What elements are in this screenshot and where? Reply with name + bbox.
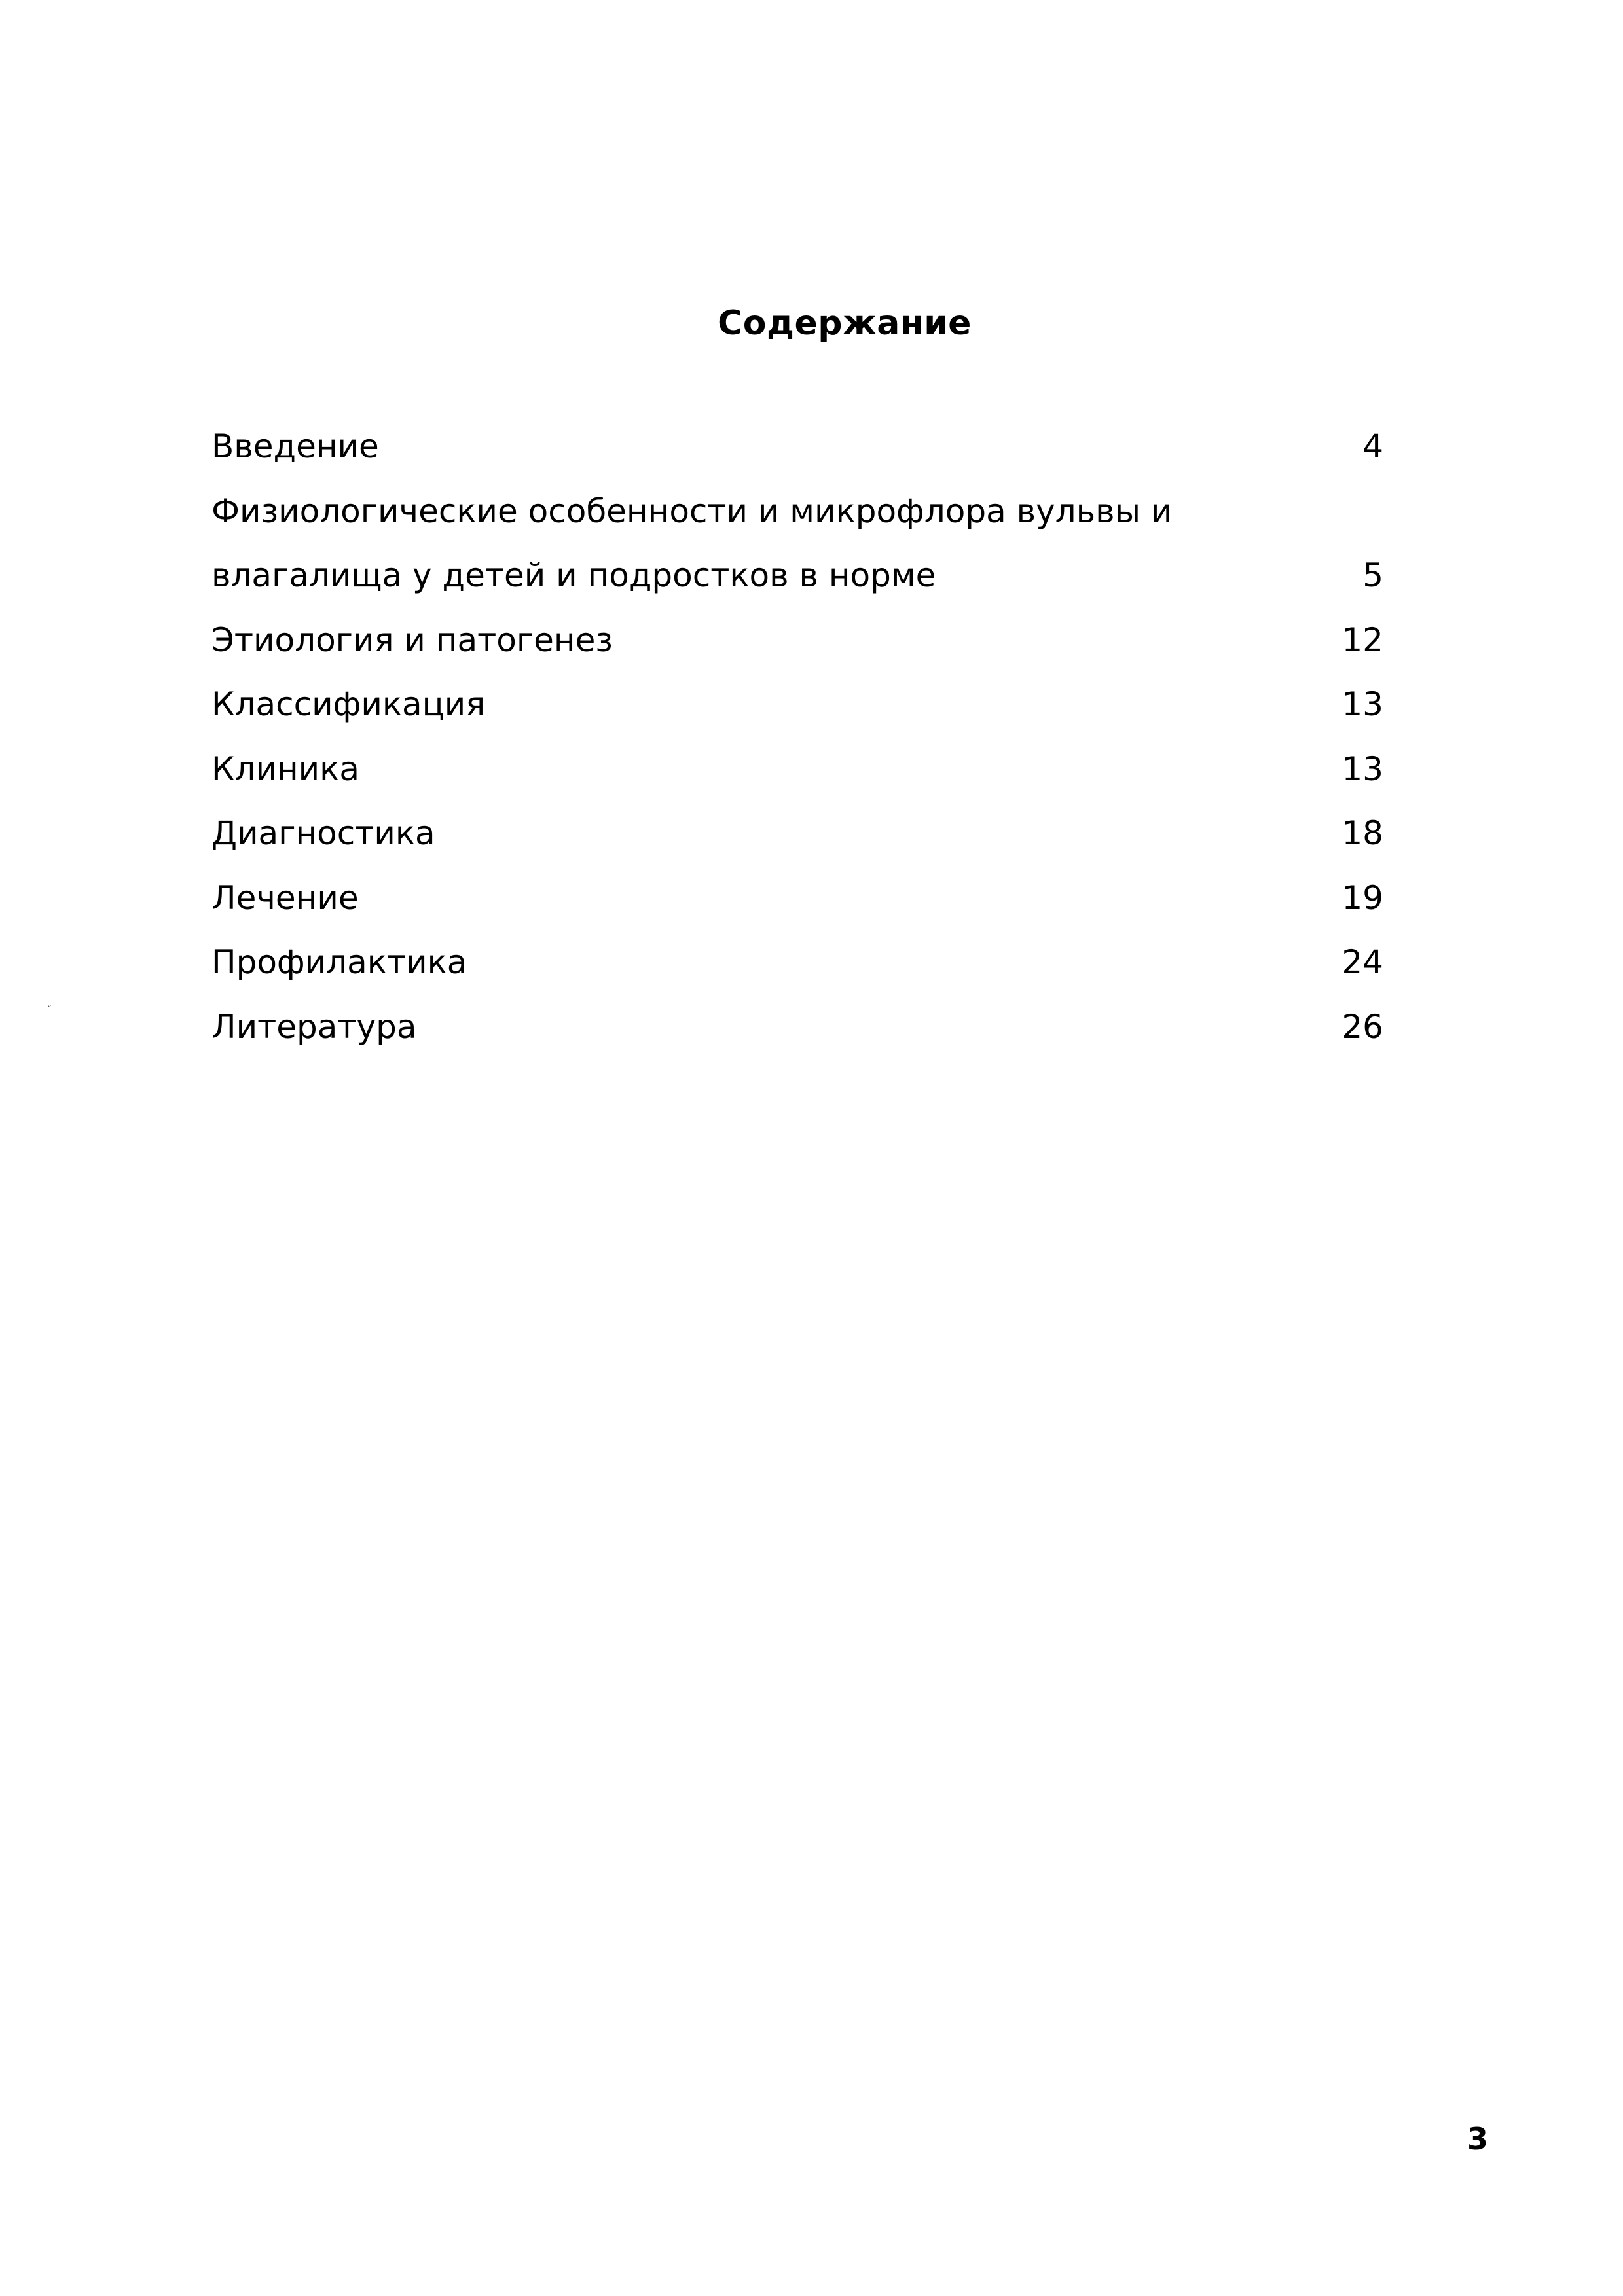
toc-entry-physiology-line-2 [211,554,1383,619]
toc-entry-page: 5 [1362,556,1383,594]
toc-entry-page: 26 [1341,1007,1383,1046]
toc-entry-label: Клиника [211,749,359,788]
toc-entry-label: Этиология и патогенез [211,620,613,659]
toc-entry-physiology-line-1 [211,490,1383,555]
toc-entry-label: Профилактика [211,943,467,981]
toc-entry-page: 18 [1341,814,1383,852]
page-number: 3 [1467,2121,1489,2157]
toc-entry-literature [211,1006,1383,1071]
toc-entry-label: Литература [211,1007,417,1046]
page-title: Содержание [718,304,972,343]
toc-entry-label: влагалища у детей и подростков в норме [211,556,936,594]
toc-entry-page: 13 [1341,749,1383,788]
toc-entry-page: 4 [1362,427,1383,465]
toc-entry-label: Введение [211,427,379,465]
toc-entry-prevention [211,941,1383,1006]
toc-entry-page: 24 [1341,943,1383,981]
toc-entry-diagnostics [211,812,1383,877]
toc-entry-introduction [211,425,1383,490]
toc-entry-label: Диагностика [211,814,435,852]
toc-entry-label: Лечение [211,878,359,917]
toc-entry-etiology [211,619,1383,684]
table-of-contents [211,425,1383,1070]
toc-entry-clinic [211,748,1383,813]
toc-entry-label: Физиологические особенности и микрофлора вульвы и [211,492,1173,530]
toc-entry-classification [211,683,1383,748]
toc-entry-page: 13 [1341,685,1383,723]
scan-speck-mark: ˇ [47,1005,52,1016]
toc-entry-label: Классификация [211,685,486,723]
toc-entry-treatment [211,877,1383,942]
toc-entry-page: 12 [1341,620,1383,659]
toc-entry-page: 19 [1341,878,1383,917]
